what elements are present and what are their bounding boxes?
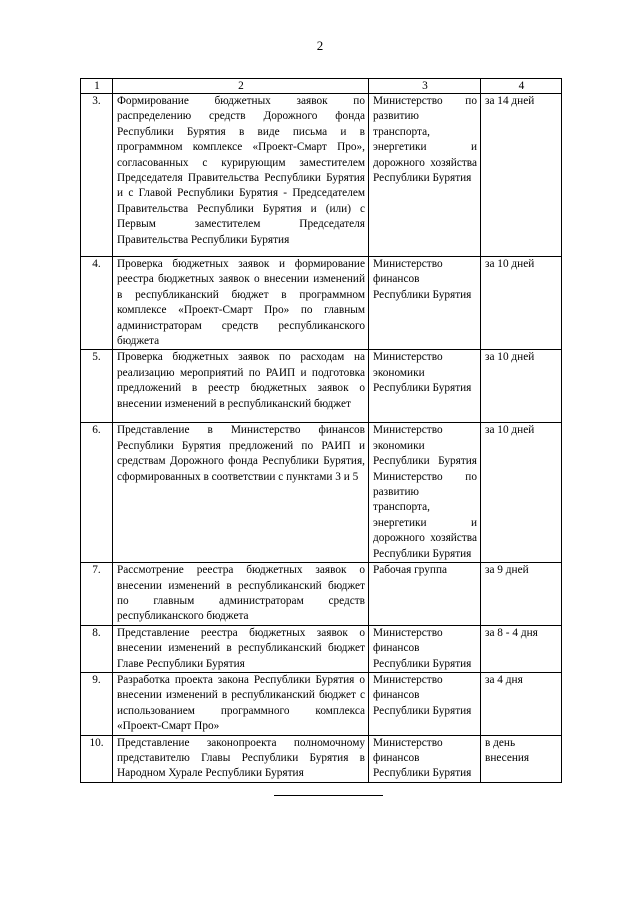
row-action: Представление в Министерство финансов Республики Бурятия предложений по РАИП и средствам Дорожного фонда Республики Бурятия, сформированных в соответствии с пунктами 3 и 5 [113, 423, 369, 563]
row-number: 10. [81, 735, 113, 782]
row-term: за 10 дней [481, 257, 562, 350]
row-number: 4. [81, 257, 113, 350]
row-number: 8. [81, 625, 113, 672]
row-term: за 9 дней [481, 563, 562, 626]
row-responsible: Рабочая группа [369, 563, 481, 626]
row-responsible: Министерство по развитию транспорта, энергетики и дорожного хозяйства Республики Бурятия [369, 94, 481, 257]
row-number: 5. [81, 350, 113, 423]
header-col-4: 4 [481, 79, 562, 94]
row-term: за 10 дней [481, 423, 562, 563]
row-action: Проверка бюджетных заявок и формирование реестра бюджетных заявок о внесении изменений в республиканский бюджет в программном комплексе «Проект-Смарт Про» по главным администраторам средств республиканского бюджета [113, 257, 369, 350]
row-action: Представление реестра бюджетных заявок о внесении изменений в республиканский бюджет Главе Республики Бурятия [113, 625, 369, 672]
table-row [81, 423, 562, 563]
row-action: Представление законопроекта полномочному представителю Главы Республики Бурятия в Народном Хурале Республики Бурятия [113, 735, 369, 782]
row-action: Формирование бюджетных заявок по распределению средств Дорожного фонда Республики Бурятия в виде письма и в программном комплексе «Проект-Смарт Про», согласованных с курирующим заместителем Председателя Правительства Республики Бурятия и с Главой Республики Бурятия - Председателем Правительства Республики Бурятия и (или) с Первым заместителем Председателя Правительства Республики Бурятия [113, 94, 369, 257]
end-of-document-line [274, 795, 383, 796]
row-responsible: Министерство финансов Республики Бурятия [369, 735, 481, 782]
header-row [81, 79, 562, 94]
row-term: за 4 дня [481, 672, 562, 735]
table-row [81, 625, 562, 672]
table-row [81, 94, 562, 257]
header-col-1: 1 [81, 79, 113, 94]
header-col-3: 3 [369, 79, 481, 94]
procedure-table [80, 78, 562, 783]
page-number: 2 [316, 38, 324, 53]
row-responsible: Министерство экономики Республики Бурятия [369, 350, 481, 423]
row-number: 7. [81, 563, 113, 626]
row-responsible: Министерство финансов Республики Бурятия [369, 257, 481, 350]
row-number: 6. [81, 423, 113, 563]
row-action: Разработка проекта закона Республики Бурятия о внесении изменений в республиканский бюджет с использованием программного комплекса «Проект-Смарт Про» [113, 672, 369, 735]
table-row [81, 563, 562, 626]
table-row [81, 350, 562, 423]
row-term: за 14 дней [481, 94, 562, 257]
header-col-2: 2 [113, 79, 369, 94]
row-responsible: Министерство экономики Республики Бурятия Министерство по развитию транспорта, энергетики и дорожного хозяйства Республики Бурятия [369, 423, 481, 563]
table-row [81, 672, 562, 735]
table-row [81, 735, 562, 782]
row-term: за 8 - 4 дня [481, 625, 562, 672]
row-responsible: Министерство финансов Республики Бурятия [369, 625, 481, 672]
table-row [81, 257, 562, 350]
row-action: Рассмотрение реестра бюджетных заявок о внесении изменений в республиканский бюджет по главным администраторам средств республиканского бюджета [113, 563, 369, 626]
row-number: 9. [81, 672, 113, 735]
row-number: 3. [81, 94, 113, 257]
row-term: в день внесения [481, 735, 562, 782]
row-term: за 10 дней [481, 350, 562, 423]
row-action: Проверка бюджетных заявок по расходам на реализацию мероприятий по РАИП и подготовка предложений в реестр бюджетных заявок о внесении изменений в республиканский бюджет [113, 350, 369, 423]
row-responsible: Министерство финансов Республики Бурятия [369, 672, 481, 735]
